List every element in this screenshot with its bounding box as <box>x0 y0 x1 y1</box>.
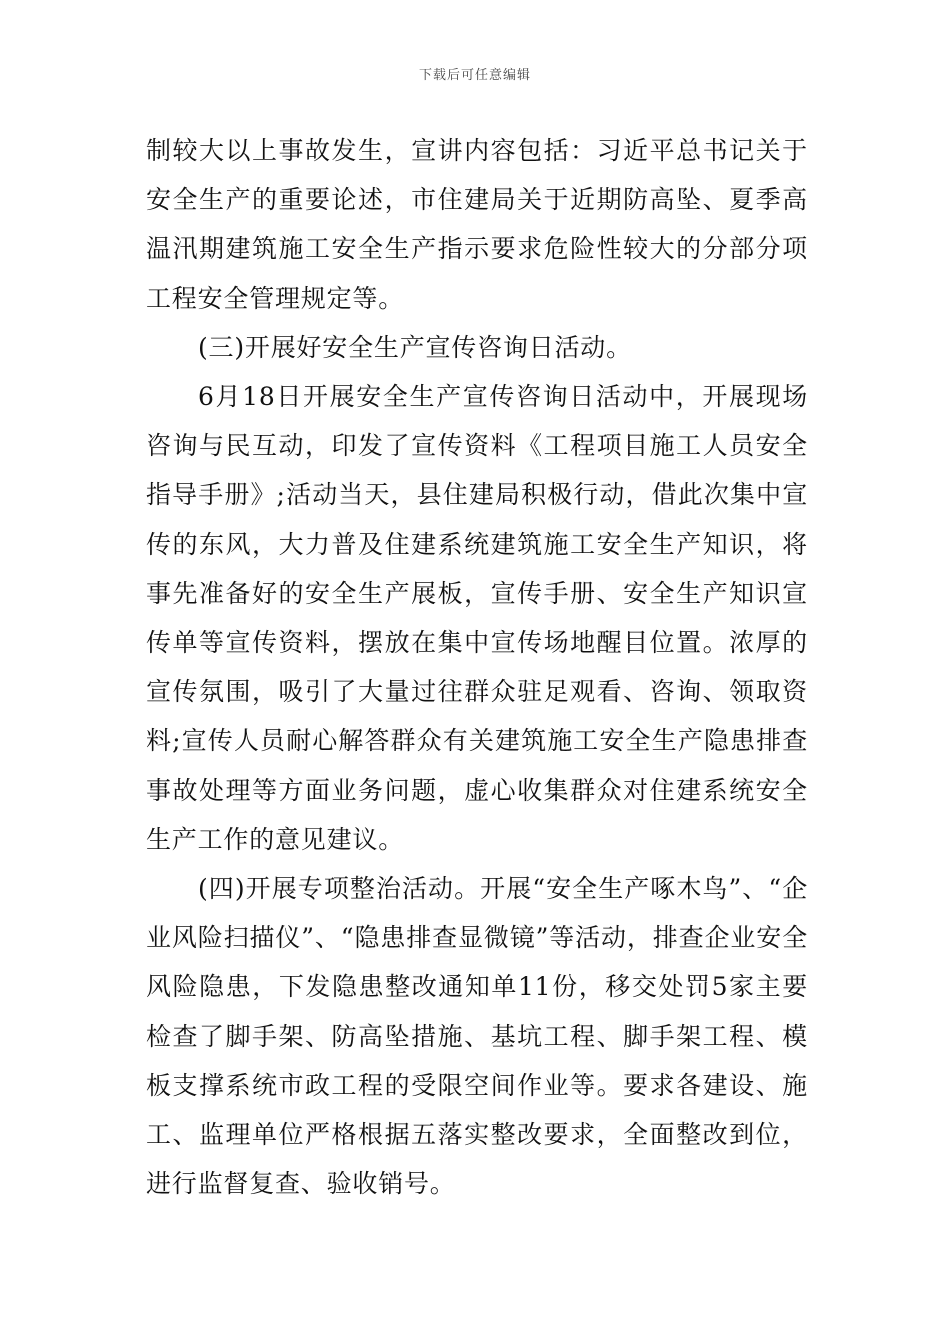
page-header: 下载后可任意编辑 <box>418 68 531 83</box>
section-heading-three: (三)开展好安全生产宣传咨询日活动。 <box>198 332 632 362</box>
paragraph-continuation: 制较大以上事故发生，宣讲内容包括：习近平总书记关于安全生产的重要论述，市住建局关于近期防高坠、夏季高温汛期建筑施工安全生产指示要求危险性较大的分部分项工程安全管理规定等。 <box>146 136 808 313</box>
document-body <box>146 126 808 1208</box>
paragraph-special-rectification: (四)开展专项整治活动。开展“安全生产啄木鸟”、“企业风险扫描仪”、“隐患排查显微镜”等活动，排查企业安全风险隐患，下发隐患整改通知单11份，移交处罚5家主要检查了脚手架、防高坠措施、基坑工程、脚手架工程、模板支撑系统市政工程的受限空间作业等。要求各建设、施工、监理单位严格根据五落实整改要求，全面整改到位，进行监督复查、验收销号。 <box>146 874 808 1199</box>
paragraph-consultation-day: 6月18日开展安全生产宣传咨询日活动中，开展现场咨询与民互动，印发了宣传资料《工程项目施工人员安全指导手册》;活动当天，县住建局积极行动，借此次集中宣传的东风，大力普及住建系统建筑施工安全生产知识，将事先准备好的安全生产展板，宣传手册、安全生产知识宣传单等宣传资料，摆放在集中宣传场地醒目位置。浓厚的宣传氛围，吸引了大量过往群众驻足观看、咨询、领取资料;宣传人员耐心解答群众有关建筑施工安全生产隐患排查事故处理等方面业务问题，虚心收集群众对住建系统安全生产工作的意见建议。 <box>146 382 808 854</box>
